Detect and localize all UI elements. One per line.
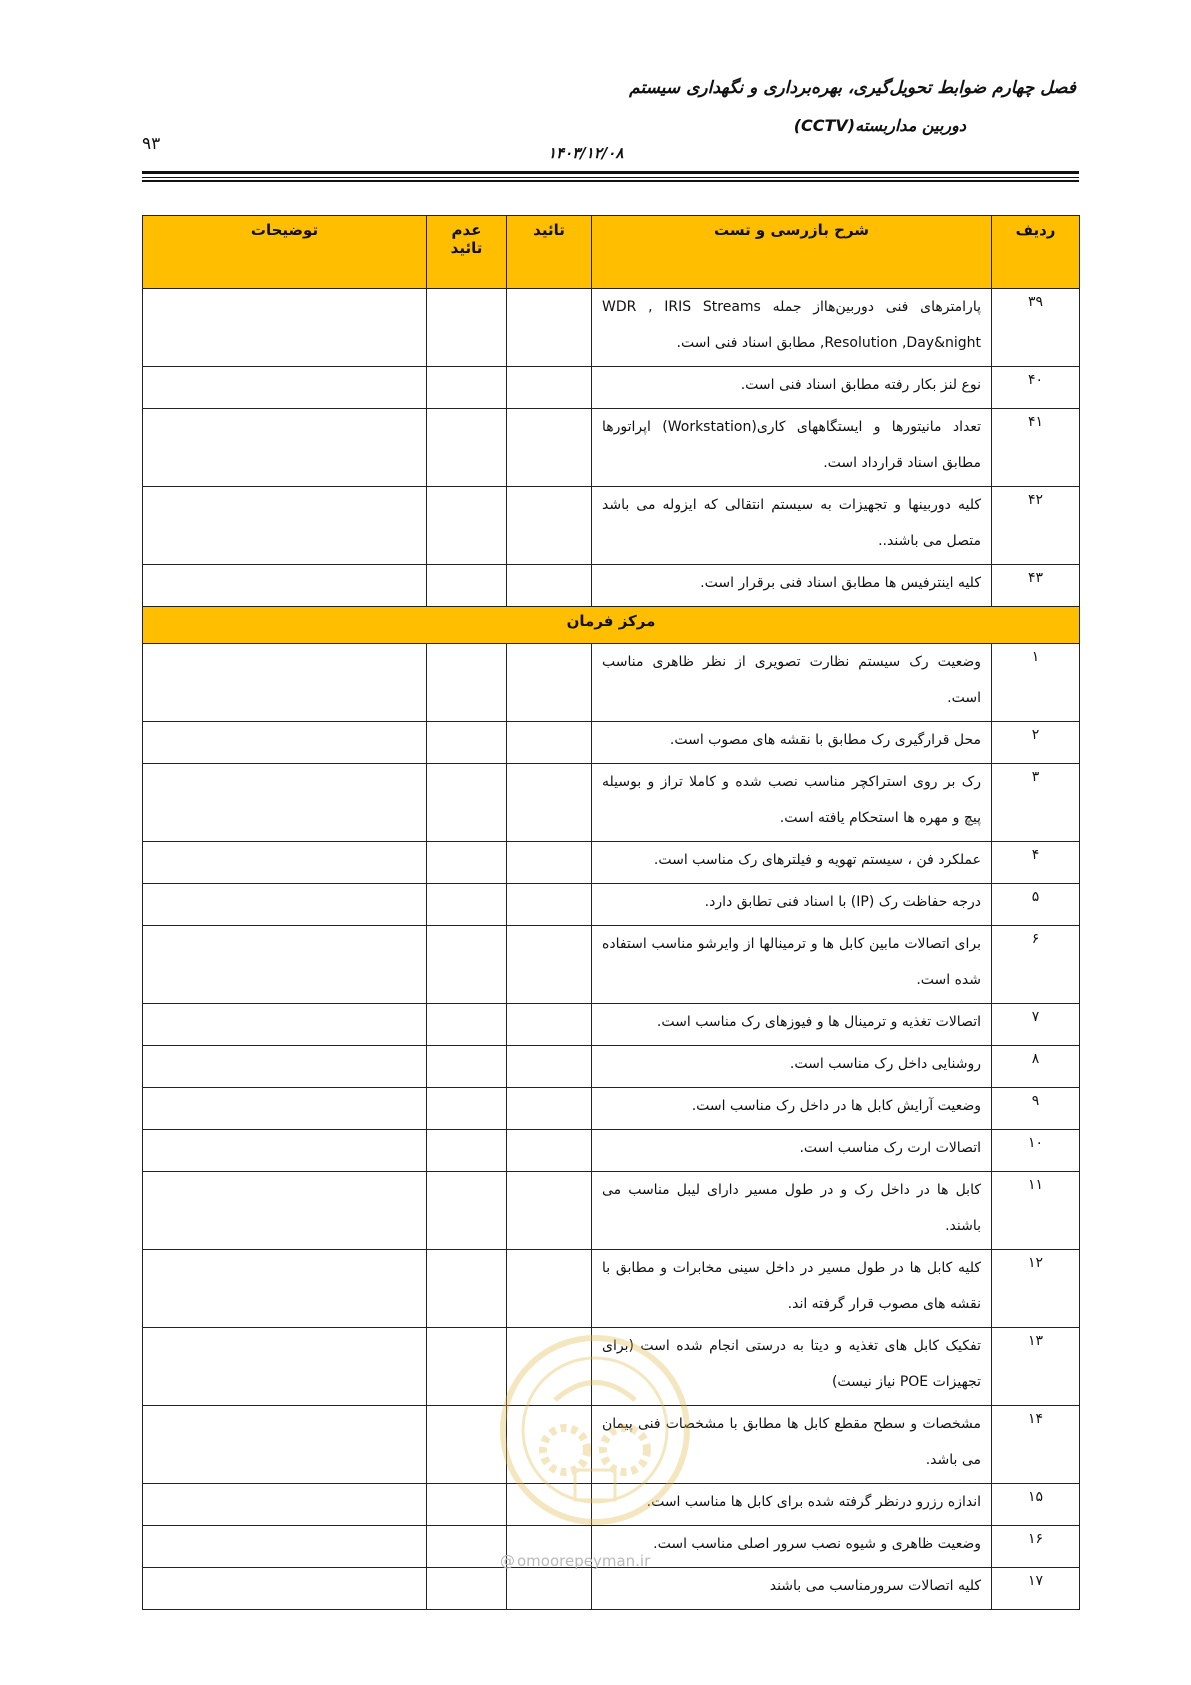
notes-cell (143, 1406, 427, 1484)
table-row (143, 644, 1080, 722)
row-description: تعداد مانیتورها و ایستگاههای کاری(Workstation) اپراتورها مطابق اسناد قرارداد است. (592, 409, 992, 487)
approve-cell (507, 367, 592, 409)
chapter-title: فصل چهارم ضوابط تحویل‌گیری، بهره‌برداری و نگهداری سیستم (629, 78, 1076, 98)
table-row (143, 884, 1080, 926)
table-row (143, 1568, 1080, 1610)
notes-cell (143, 1526, 427, 1568)
row-index: ۱۲ (992, 1250, 1080, 1328)
table-row (143, 1130, 1080, 1172)
row-index: ۵ (992, 884, 1080, 926)
not-approve-cell (427, 764, 507, 842)
notes-cell (143, 487, 427, 565)
row-description: رک بر روی استراکچر مناسب نصب شده و کاملا تراز و بوسیله پیچ و مهره ها استحکام یافته است. (592, 764, 992, 842)
table-row (143, 1046, 1080, 1088)
approve-cell (507, 1088, 592, 1130)
section-title: مرکز فرمان (143, 607, 1080, 644)
header-rule-thin (142, 177, 1079, 178)
not-approve-cell (427, 289, 507, 367)
row-index: ۱۷ (992, 1568, 1080, 1610)
notes-cell (143, 565, 427, 607)
document-date: ۱۴۰۳/۱۲/۰۸ (548, 144, 624, 162)
table-row (143, 926, 1080, 1004)
not-approve-cell (427, 409, 507, 487)
row-description: اندازه رزرو درنظر گرفته شده برای کابل ها مناسب است. (592, 1484, 992, 1526)
section-row (143, 607, 1080, 644)
row-index: ۴۲ (992, 487, 1080, 565)
notes-cell (143, 1088, 427, 1130)
row-index: ۴۱ (992, 409, 1080, 487)
row-index: ۳ (992, 764, 1080, 842)
not-approve-cell (427, 842, 507, 884)
footer-watermark-url: @ omoorepeyman.ir (500, 1552, 651, 1570)
col-header-approve: تائید (507, 216, 592, 289)
approve-cell (507, 1130, 592, 1172)
row-index: ۲ (992, 722, 1080, 764)
table-row (143, 764, 1080, 842)
row-index: ۶ (992, 926, 1080, 1004)
approve-cell (507, 884, 592, 926)
approve-cell (507, 1484, 592, 1526)
table-body-part2 (143, 644, 1080, 1610)
not-approve-cell (427, 1088, 507, 1130)
row-index: ۱۱ (992, 1172, 1080, 1250)
row-index: ۱۶ (992, 1526, 1080, 1568)
row-description: نوع لنز بکار رفته مطابق اسناد فنی است. (592, 367, 992, 409)
notes-cell (143, 722, 427, 764)
header-rule-bottom (142, 180, 1079, 182)
row-description: کلیه کابل ها در طول مسیر در داخل سینی مخابرات و مطابق با نقشه های مصوب قرار گرفته اند. (592, 1250, 992, 1328)
row-description: وضعیت رک سیستم نظارت تصویری از نظر ظاهری مناسب است. (592, 644, 992, 722)
row-description: مشخصات و سطح مقطع کابل ها مطابق با مشخصات فنی پیمان می باشد. (592, 1406, 992, 1484)
notes-cell (143, 1046, 427, 1088)
not-approve-cell (427, 926, 507, 1004)
notes-cell (143, 884, 427, 926)
table-row (143, 1406, 1080, 1484)
col-header-index: ردیف (992, 216, 1080, 289)
page-number: ۹۳ (142, 134, 161, 154)
notes-cell (143, 1250, 427, 1328)
not-approve-cell (427, 1526, 507, 1568)
row-index: ۱۴ (992, 1406, 1080, 1484)
table-row (143, 1088, 1080, 1130)
notes-cell (143, 1004, 427, 1046)
row-description: اتصالات ارت رک مناسب است. (592, 1130, 992, 1172)
notes-cell (143, 409, 427, 487)
not-approve-cell (427, 1568, 507, 1610)
not-approve-cell (427, 565, 507, 607)
approve-cell (507, 926, 592, 1004)
row-description: وضعیت ظاهری و شیوه نصب سرور اصلی مناسب است. (592, 1526, 992, 1568)
not-approve-cell (427, 1172, 507, 1250)
approve-cell (507, 1250, 592, 1328)
not-approve-cell (427, 1130, 507, 1172)
row-description: برای اتصالات مابین کابل ها و ترمینالها از وایرشو مناسب استفاده شده است. (592, 926, 992, 1004)
row-description: اتصالات تغذیه و ترمینال ها و فیوزهای رک مناسب است. (592, 1004, 992, 1046)
inspection-table (142, 215, 1080, 1610)
notes-cell (143, 644, 427, 722)
approve-cell (507, 644, 592, 722)
row-description: پارامترهای فنی دوربین‌هااز جمله WDR , IRIS Streams ,Resolution ,Day&night مطابق اسناد فنی است. (592, 289, 992, 367)
row-index: ۳۹ (992, 289, 1080, 367)
not-approve-cell (427, 884, 507, 926)
notes-cell (143, 367, 427, 409)
approve-cell (507, 764, 592, 842)
not-approve-cell (427, 367, 507, 409)
row-index: ۱۳ (992, 1328, 1080, 1406)
header-rule-thick (142, 171, 1079, 174)
table-row (143, 1484, 1080, 1526)
table-row (143, 565, 1080, 607)
row-description: محل قرارگیری رک مطابق با نقشه های مصوب است. (592, 722, 992, 764)
notes-cell (143, 842, 427, 884)
row-index: ۸ (992, 1046, 1080, 1088)
table-section (143, 607, 1080, 644)
approve-cell (507, 565, 592, 607)
table-row (143, 367, 1080, 409)
row-description: کلیه اتصالات سرورمناسب می باشند (592, 1568, 992, 1610)
chapter-subtitle: دوربین مداربسته(CCTV) (793, 116, 966, 135)
notes-cell (143, 1328, 427, 1406)
row-description: درجه حفاظت رک (IP) با اسناد فنی تطابق دارد. (592, 884, 992, 926)
table-row (143, 409, 1080, 487)
row-description: کلیه اینترفیس ها مطابق اسناد فنی برقرار است. (592, 565, 992, 607)
approve-cell (507, 409, 592, 487)
at-icon: @ (500, 1552, 515, 1570)
table-body-part1 (143, 289, 1080, 607)
notes-cell (143, 1484, 427, 1526)
row-index: ۴۳ (992, 565, 1080, 607)
approve-cell (507, 1004, 592, 1046)
not-approve-cell (427, 1328, 507, 1406)
table-row (143, 842, 1080, 884)
table-row (143, 289, 1080, 367)
row-description: وضعیت آرایش کابل ها در داخل رک مناسب است. (592, 1088, 992, 1130)
approve-cell (507, 722, 592, 764)
notes-cell (143, 764, 427, 842)
approve-cell (507, 487, 592, 565)
table-row (143, 487, 1080, 565)
not-approve-cell (427, 722, 507, 764)
not-approve-cell (427, 644, 507, 722)
col-header-notes: توضیحات (143, 216, 427, 289)
approve-cell (507, 1406, 592, 1484)
table-header-row (143, 216, 1080, 289)
approve-cell (507, 1172, 592, 1250)
notes-cell (143, 1130, 427, 1172)
not-approve-cell (427, 487, 507, 565)
row-description: عملکرد فن ، سیستم تهویه و فیلترهای رک مناسب است. (592, 842, 992, 884)
row-index: ۱۰ (992, 1130, 1080, 1172)
not-approve-cell (427, 1046, 507, 1088)
row-description: کابل ها در داخل رک و در طول مسیر دارای لیبل مناسب می باشند. (592, 1172, 992, 1250)
table-row (143, 722, 1080, 764)
notes-cell (143, 1172, 427, 1250)
approve-cell (507, 1568, 592, 1610)
row-description: کلیه دوربینها و تجهیزات به سیستم انتقالی که ایزوله می باشد متصل می باشند.. (592, 487, 992, 565)
approve-cell (507, 1046, 592, 1088)
not-approve-cell (427, 1250, 507, 1328)
col-header-description: شرح بازرسی و تست (592, 216, 992, 289)
not-approve-cell (427, 1004, 507, 1046)
row-index: ۱۵ (992, 1484, 1080, 1526)
row-index: ۹ (992, 1088, 1080, 1130)
approve-cell (507, 289, 592, 367)
table-row (143, 1250, 1080, 1328)
row-index: ۱ (992, 644, 1080, 722)
col-header-not-approve: عدم تائید (427, 216, 507, 289)
table-row (143, 1004, 1080, 1046)
row-index: ۴ (992, 842, 1080, 884)
notes-cell (143, 1568, 427, 1610)
table-row (143, 1172, 1080, 1250)
row-description: تفکیک کابل های تغذیه و دیتا به درستی انجام شده است (برای تجهیزات POE نیاز نیست) (592, 1328, 992, 1406)
approve-cell (507, 1328, 592, 1406)
table-row (143, 1328, 1080, 1406)
row-description: روشنایی داخل رک مناسب است. (592, 1046, 992, 1088)
row-index: ۴۰ (992, 367, 1080, 409)
not-approve-cell (427, 1484, 507, 1526)
notes-cell (143, 289, 427, 367)
approve-cell (507, 842, 592, 884)
notes-cell (143, 926, 427, 1004)
not-approve-cell (427, 1406, 507, 1484)
row-index: ۷ (992, 1004, 1080, 1046)
